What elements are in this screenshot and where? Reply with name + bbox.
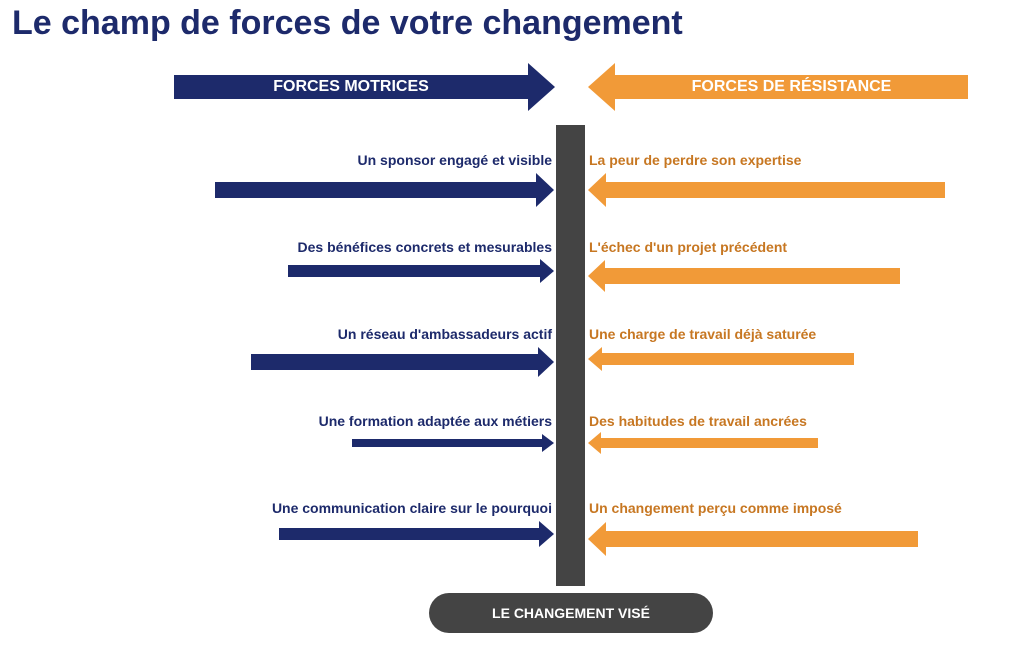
resisting-force-arrow	[588, 173, 945, 207]
driving-force-label: Une formation adaptée aux métiers	[318, 413, 552, 429]
change-pole	[556, 125, 585, 586]
resisting-force-arrow	[588, 260, 900, 292]
driving-force-label: Des bénéfices concrets et mesurables	[297, 239, 552, 255]
resisting-force-label: Un changement perçu comme imposé	[589, 500, 842, 516]
resisting-force-arrow	[588, 522, 918, 556]
resisting-force-label: La peur de perdre son expertise	[589, 152, 802, 168]
resisting-force-label: Une charge de travail déjà saturée	[589, 326, 817, 342]
driving-force-arrow	[288, 259, 554, 283]
target-change-badge: LE CHANGEMENT VISÉ	[429, 593, 713, 633]
driving-force-label: Un sponsor engagé et visible	[357, 152, 552, 168]
driving-force-arrow	[279, 521, 554, 547]
driving-force-arrow	[352, 434, 554, 452]
resisting-force-arrow	[588, 432, 818, 454]
resisting-force-arrow	[588, 347, 854, 371]
resisting-force-label: Des habitudes de travail ancrées	[589, 413, 807, 429]
resisting-force-label: L'échec d'un projet précédent	[589, 239, 788, 255]
resisting-forces-header: FORCES DE RÉSISTANCE	[691, 78, 892, 95]
driving-forces-header: FORCES MOTRICES	[273, 78, 429, 95]
driving-force-arrow	[251, 347, 554, 377]
driving-force-label: Un réseau d'ambassadeurs actif	[337, 326, 552, 342]
driving-force-arrow	[215, 173, 554, 207]
page-title: Le champ de forces de votre changement	[12, 4, 683, 42]
driving-force-label: Une communication claire sur le pourquoi	[271, 500, 552, 516]
